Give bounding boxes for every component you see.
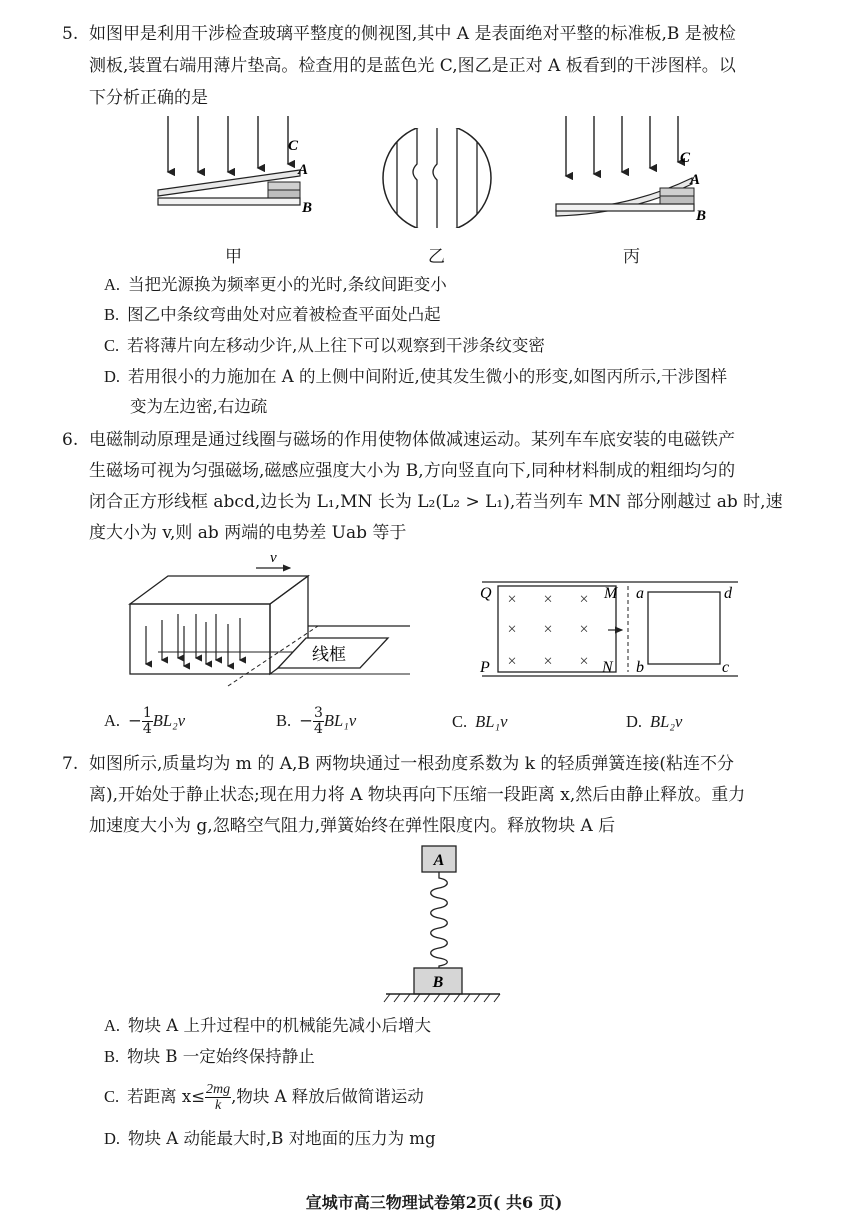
svg-text:×: × [507,591,517,608]
q5-caption-bing: 丙 [623,247,640,267]
q5-stem-line-2: 测板,装置右端用薄片垫高。检查用的是蓝色光 C,图乙是正对 A 板看到的干涉图样。以 [89,56,736,76]
q6-stem-line-1: 电磁制动原理是通过线圈与磁场的作用使物体做减速运动。某列车车底安装的电磁铁产 [89,430,735,450]
svg-text:×: × [579,653,589,670]
q6-figure-train [118,548,418,688]
q5-bing-label-a: A [690,172,701,188]
q6-option-a: A. − $\frac{1}{4}$ BL₂v [104,705,186,737]
svg-text:×: × [507,621,517,638]
q6-label-b: b [636,659,644,676]
svg-text:×: × [543,653,553,670]
q6-stem-line-2: 生磁场可视为匀强磁场,磁感应强度大小为 B,方向竖直向下,同种材料制成的粗细均匀的 [89,461,736,481]
q5-option-d: D. 若用很小的力施加在 A 的上侧中间附近,使其发生微小的形变,如图丙所示,干涉图样 [104,367,728,386]
q7-option-b: B. 物块 B 一定始终保持静止 [104,1047,315,1066]
q7-option-c-fraction: $\frac{2mg}{k}$ [206,1082,231,1113]
q6-label-M: M [604,585,618,602]
q6-option-d: D. BL₂v [626,712,683,731]
q6-velocity-label: v [270,550,277,566]
q7-figure-spring [380,842,506,1004]
q6-option-b-fraction: $\frac{3}{4}$ [313,705,323,737]
q6-label-N: N [602,659,613,676]
q5-caption-jia: 甲 [225,247,242,267]
svg-text:×: × [579,591,589,608]
q7-label-b: B [432,974,444,991]
svg-text:×: × [579,621,589,638]
q7-number: 7. [62,754,79,774]
q5-caption-yi: 乙 [428,247,445,267]
q5-option-c: C. 若将薄片向左移动少许,从上往下可以观察到干涉条纹变密 [104,336,545,355]
q7-option-a: A. 物块 A 上升过程中的机械能先减小后增大 [104,1016,431,1035]
q7-stem-line-3: 加速度大小为 g,忽略空气阻力,弹簧始终在弹性限度内。释放物块 A 后 [89,816,616,836]
q7-option-d: D. 物块 A 动能最大时,B 对地面的压力为 mg [104,1129,436,1148]
q5-jia-label-b: B [302,200,313,216]
q6-frame-label: 线框 [312,645,346,664]
q6-label-a: a [636,585,644,602]
q6-option-b: B. − $\frac{3}{4}$ BL₁v [276,705,357,737]
q6-option-a-fraction: $\frac{1}{4}$ [142,705,152,737]
q5-stem-line-3: 下分析正确的是 [89,88,208,108]
q7-option-c: C. 若距离 x≤ $\frac{2mg}{k}$ ,物块 A 释放后做简谐运动 [104,1082,424,1113]
svg-text:×: × [543,591,553,608]
q5-bing-label-b: B [696,208,707,224]
q6-label-Q: Q [480,585,492,602]
q5-number: 5. [62,24,79,44]
svg-text:×: × [543,621,553,638]
q5-figure-jia [150,112,320,222]
q6-label-P: P [480,659,490,676]
q5-option-b: B. 图乙中条纹弯曲处对应着被检查平面处凸起 [104,305,441,324]
q6-stem-line-4: 度大小为 v,则 ab 两端的电势差 Uab 等于 [89,523,407,543]
q6-label-d: d [724,585,732,602]
q6-number: 6. [62,430,79,450]
q5-bing-label-c: C [680,150,691,166]
svg-text:×: × [507,653,517,670]
q5-figure-bing [550,112,720,227]
q5-figure-yi [375,128,499,228]
q5-jia-label-c: C [288,138,299,154]
q6-stem-line-3: 闭合正方形线框 abcd,边长为 L₁,MN 长为 L₂(L₂ > L₁),若当列车 MN 部分刚越过 ab 时,速 [89,492,783,512]
q6-label-c: c [722,659,730,676]
q6-option-c: C. BL₁v [452,712,508,731]
q5-option-d-cont: 变为左边密,右边疏 [130,397,268,416]
q5-option-a: A. 当把光源换为频率更小的光时,条纹间距变小 [104,275,447,294]
page-footer: 宣城市高三物理试卷第2页( 共6 页) [305,1193,563,1212]
q6-figure-topview [476,578,744,682]
q7-label-a: A [433,852,445,869]
q7-stem-line-1: 如图所示,质量均为 m 的 A,B 两物块通过一根劲度系数为 k 的轻质弹簧连接(粘连不分 [89,754,735,774]
q5-jia-label-a: A [298,162,309,178]
q7-stem-line-2: 离),开始处于静止状态;现在用力将 A 物块再向下压缩一段距离 x,然后由静止释放。重力 [89,785,746,805]
q5-stem-line-1: 如图甲是利用干涉检查玻璃平整度的侧视图,其中 A 是表面绝对平整的标准板,B 是被检 [89,24,736,44]
